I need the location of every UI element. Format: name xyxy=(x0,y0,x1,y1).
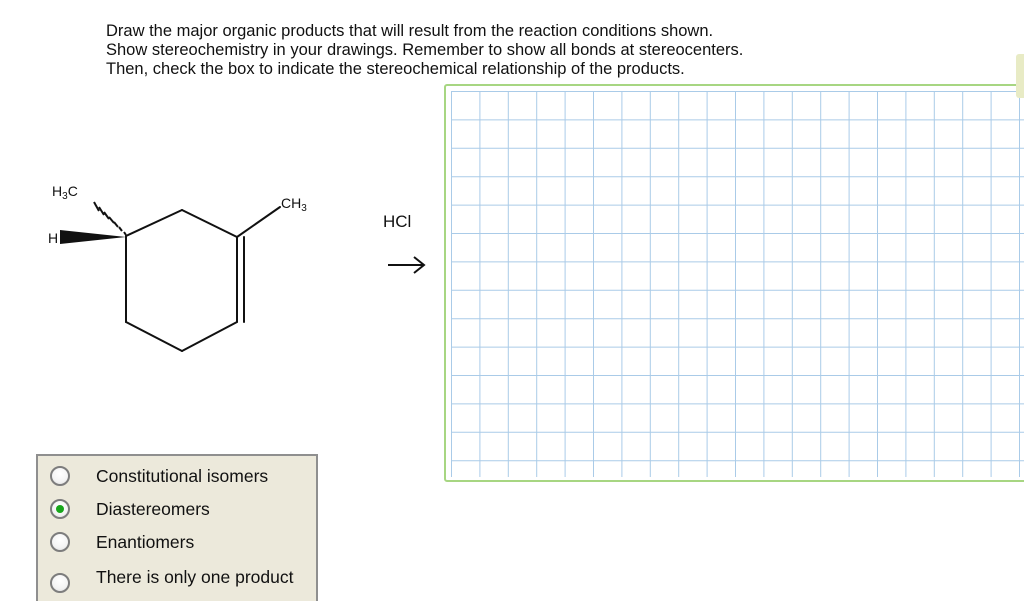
option-label: Enantiomers xyxy=(96,532,195,552)
solid-wedge-bond xyxy=(60,230,126,244)
radio-button[interactable] xyxy=(50,573,70,593)
option-diastereomers[interactable] xyxy=(50,499,296,519)
starting-material-structure xyxy=(40,170,340,370)
option-constitutional-isomers[interactable] xyxy=(50,466,296,486)
option-label: Constitutional isomers xyxy=(96,466,269,486)
methyl-label-ch3: $CH_3$ xyxy=(281,195,307,214)
reaction-arrow-icon xyxy=(386,252,428,278)
option-only-one-product[interactable] xyxy=(50,567,296,593)
ring-bond xyxy=(182,210,237,237)
radio-button[interactable] xyxy=(50,499,70,519)
instructions xyxy=(106,22,986,79)
option-label: There is only one product xyxy=(96,567,294,587)
radio-button[interactable] xyxy=(50,532,70,552)
hydrogen-label: H xyxy=(48,230,59,246)
instruction-line: Show stereochemistry in your drawings. Remember to show all bonds at stereocenters. xyxy=(106,41,744,59)
instruction-line: Then, check the box to indicate the stereochemical relationship of the products. xyxy=(106,60,685,78)
reagent-label: HCl xyxy=(383,212,412,231)
ring-bond xyxy=(182,322,237,351)
drawing-canvas[interactable] xyxy=(444,84,1024,482)
drawing-grid[interactable] xyxy=(451,91,1024,482)
methyl-label-h3c: $H_3C$ xyxy=(52,183,78,202)
side-tab[interactable] xyxy=(1016,54,1024,98)
radio-button[interactable] xyxy=(50,466,70,486)
instruction-line: Draw the major organic products that will result from the reaction conditions shown. xyxy=(106,22,714,40)
methyl-bond xyxy=(237,207,280,237)
ring-bond xyxy=(126,322,182,351)
hashed-wedge-bond xyxy=(94,202,126,235)
ring-bond xyxy=(126,210,182,236)
option-label: Diastereomers xyxy=(96,499,210,519)
relationship-options xyxy=(36,454,318,601)
option-enantiomers[interactable] xyxy=(50,532,296,552)
